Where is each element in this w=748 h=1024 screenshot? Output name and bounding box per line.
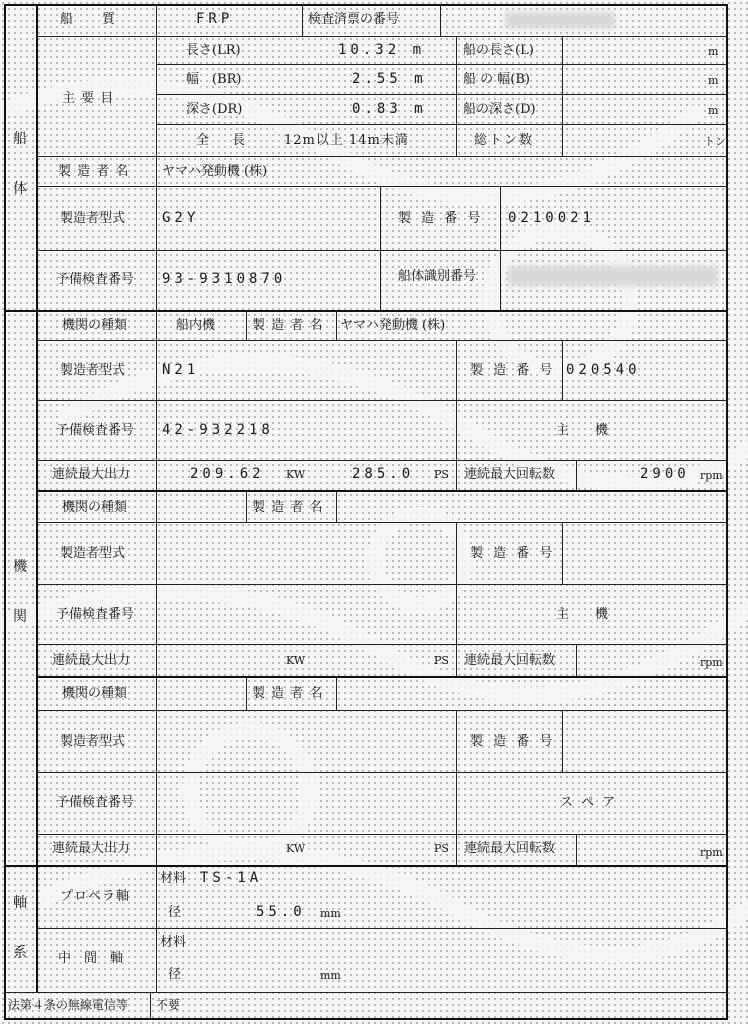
engine1-maker-value: ヤマハ発動機 (株) [340, 318, 446, 333]
engine1-preinspection-label: 予備検査番号 [56, 423, 135, 438]
engine3-role: ス ペ ア [560, 795, 618, 810]
inspection-number-label: 検査済票の番号 [308, 12, 400, 27]
engine1-output-label: 連続最大出力 [52, 467, 131, 482]
engine1-ps-value: 285.0 [352, 466, 415, 482]
hull-id-redacted [508, 266, 718, 286]
engine3-kw-unit: KW [286, 842, 306, 855]
main-dimensions-label: 主 要 目 [62, 91, 115, 106]
engine1-rpm-value: 2900 [640, 466, 690, 482]
engine1-kw-value: 209.62 [190, 466, 265, 482]
depth-dr-value: 0.83 m [352, 101, 427, 117]
engine1-rpm-label: 連続最大回転数 [464, 467, 556, 482]
engine2-preinspection-label: 予備検査番号 [56, 607, 135, 622]
engine1-kind-value: 船内機 [176, 318, 216, 333]
ship-length-label: 船の長さ(L) [463, 43, 534, 58]
engine2-maker-label: 製 造 者 名 [252, 500, 324, 515]
engine2-serial-label: 製 造 番 号 [470, 546, 556, 561]
propeller-diameter-unit: mm [320, 907, 341, 920]
engine1-model-label: 製造者型式 [60, 363, 126, 378]
hull-model-label: 製造者型式 [60, 211, 126, 226]
engine3-model-label: 製造者型式 [60, 734, 126, 749]
engine2-ps-unit: PS [434, 654, 449, 667]
ship-depth-unit: m [708, 104, 719, 117]
engine1-preinspection-value: 42-932218 [162, 422, 274, 438]
hull-maker-value: ヤマハ発動機 (株) [162, 164, 268, 179]
propeller-material-value: TS-1A [200, 870, 263, 886]
depth-dr-label: 深さ(DR) [186, 102, 243, 117]
breadth-br-label: 幅 (BR) [186, 72, 242, 87]
breadth-br-value: 2.55 m [352, 71, 427, 87]
intermediate-material-label: 材料 [160, 935, 187, 950]
engine3-ps-unit: PS [434, 842, 449, 855]
engine1-model-value: N21 [162, 362, 200, 378]
hull-material-label: 船 質 [60, 12, 117, 27]
propeller-diameter-value: 55.0 [256, 904, 306, 920]
engine1-maker-label: 製 造 者 名 [252, 318, 324, 333]
propeller-diameter-label: 径 [168, 905, 182, 920]
ship-depth-label: 船の深さ(D) [463, 102, 536, 117]
intermediate-diameter-unit: mm [320, 969, 341, 982]
overall-length-label: 全 長 [196, 133, 251, 148]
engine3-serial-label: 製 造 番 号 [470, 734, 556, 749]
engine2-role: 主 機 [556, 607, 609, 622]
engine3-preinspection-label: 予備検査番号 [56, 795, 135, 810]
engine3-rpm-unit: rpm [700, 846, 723, 859]
section-label-engine: 機 関 [13, 559, 27, 625]
engine1-role: 主 機 [556, 423, 609, 438]
engine2-rpm-unit: rpm [700, 656, 723, 669]
propeller-shaft-label: プロペラ軸 [60, 889, 131, 904]
engine3-output-label: 連続最大出力 [52, 841, 131, 856]
ship-breadth-unit: m [708, 74, 719, 87]
engine2-kw-unit: KW [286, 654, 306, 667]
hull-preinspection-label: 予備検査番号 [56, 272, 135, 287]
radio-equipment-label: 法第４条の無線電信等 [8, 998, 129, 1012]
length-lr-value: 10.32 m [338, 42, 426, 58]
intermediate-diameter-label: 径 [168, 967, 182, 982]
inspection-number-redacted [505, 12, 615, 28]
engine2-model-label: 製造者型式 [60, 546, 126, 561]
radio-equipment-value: 不要 [156, 998, 181, 1012]
engine1-kw-unit: KW [286, 468, 306, 481]
propeller-material-label: 材料 [160, 871, 187, 886]
engine1-rpm-unit: rpm [700, 469, 723, 482]
overall-length-value: 12m以上 14m未満 [284, 133, 409, 148]
hull-material-value: FRP [196, 11, 234, 27]
ship-length-unit: m [708, 45, 719, 58]
hull-serial-label: 製 造 番 号 [398, 211, 484, 226]
hull-maker-label: 製 造 者 名 [58, 164, 130, 179]
length-lr-label: 長さ(LR) [186, 43, 241, 58]
engine2-kind-label: 機関の種類 [62, 500, 128, 515]
section-label-shaft: 軸 系 [13, 895, 27, 961]
tonnage-label: 総トン数 [474, 133, 535, 148]
engine1-ps-unit: PS [434, 468, 449, 481]
hull-preinspection-value: 93-9310870 [162, 271, 287, 287]
intermediate-shaft-label: 中 間 軸 [58, 951, 124, 966]
engine3-maker-label: 製 造 者 名 [252, 686, 324, 701]
engine3-kind-label: 機関の種類 [62, 686, 128, 701]
ship-breadth-label: 船 の 幅(B) [463, 72, 530, 87]
engine2-rpm-label: 連続最大回転数 [464, 653, 556, 668]
section-label-hull: 船 体 [13, 131, 27, 197]
hull-serial-value: 0210021 [508, 210, 596, 226]
engine3-rpm-label: 連続最大回転数 [464, 841, 556, 856]
hull-model-value: G2Y [162, 210, 200, 226]
engine2-output-label: 連続最大出力 [52, 653, 131, 668]
hull-id-label: 船体識別番号 [398, 269, 477, 284]
tonnage-unit: トン [704, 135, 726, 148]
engine1-kind-label: 機関の種類 [62, 318, 128, 333]
engine1-serial-value: 020540 [566, 362, 641, 378]
engine1-serial-label: 製 造 番 号 [470, 363, 556, 378]
